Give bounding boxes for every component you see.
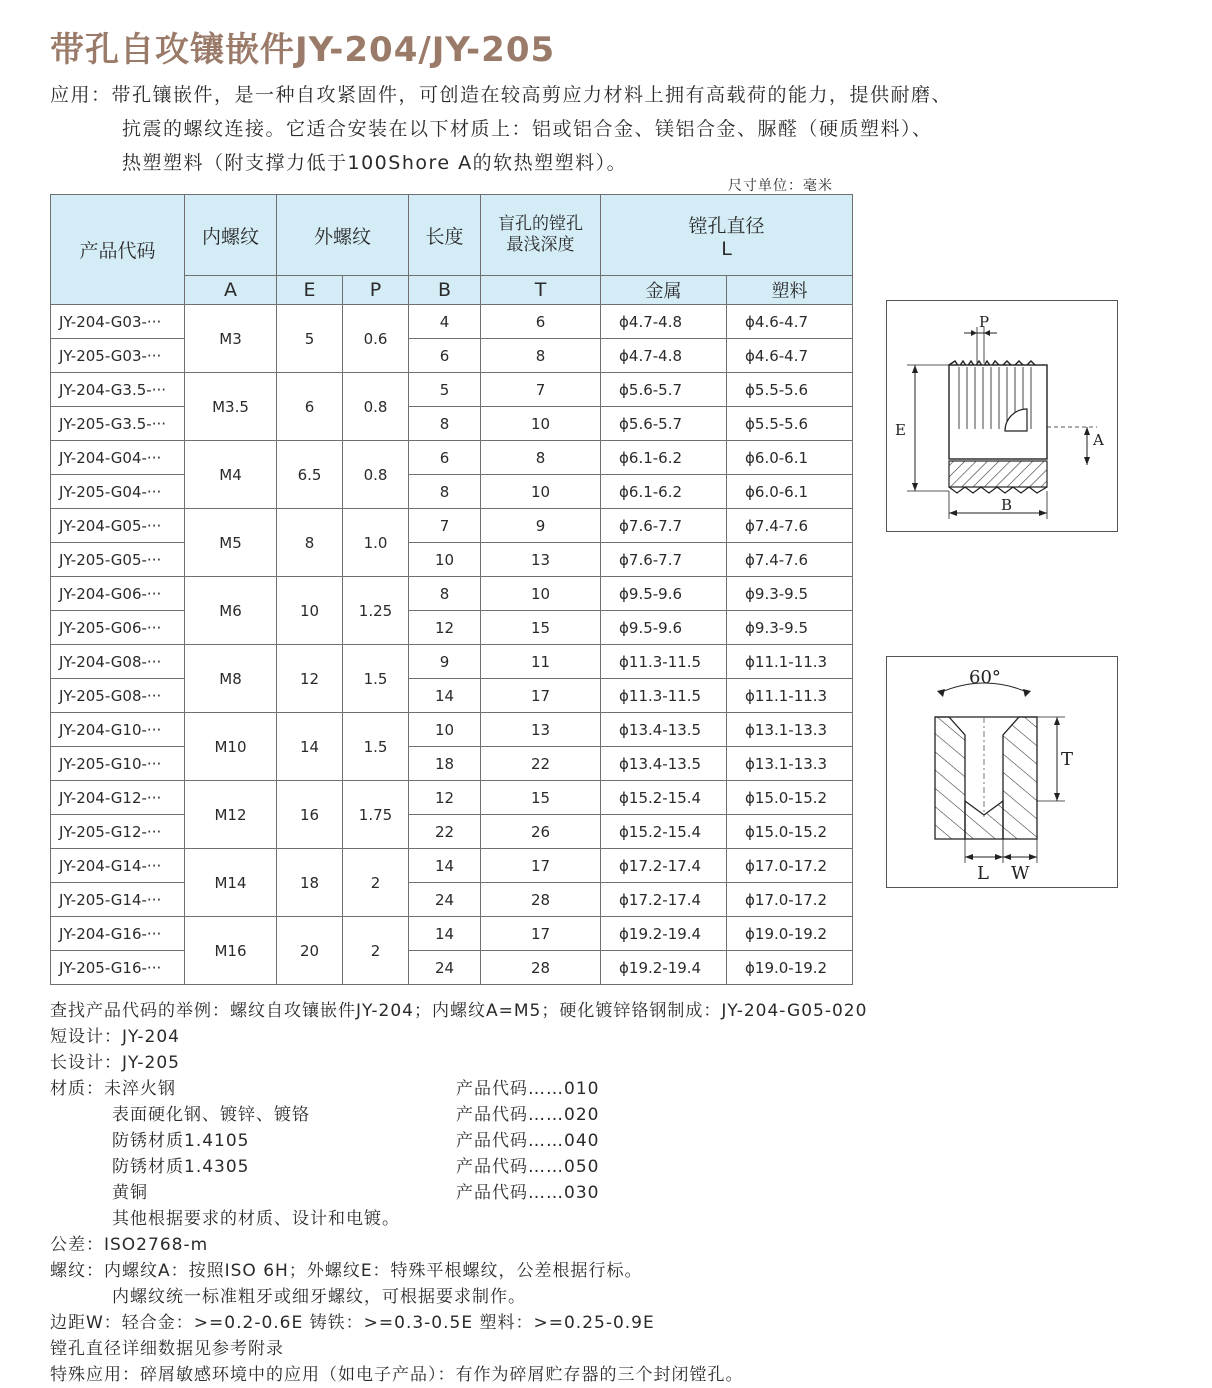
- material-row: [50, 1102, 1170, 1128]
- product-code-cell: JY-204-G14-···: [51, 849, 185, 883]
- material-name: 黄铜: [112, 1183, 148, 1203]
- depth-cell: 22: [481, 747, 601, 781]
- length-cell: 10: [409, 713, 481, 747]
- outer-thread-e-cell: 6: [277, 373, 343, 441]
- table-row: [51, 713, 853, 747]
- material-code: 产品代码……050: [456, 1157, 600, 1177]
- metal-bore-cell: ϕ11.3-11.5: [601, 645, 727, 679]
- plastic-bore-cell: ϕ15.0-15.2: [727, 781, 853, 815]
- header-blind-hole-2: 最浅深度: [506, 235, 575, 255]
- depth-cell: 10: [481, 475, 601, 509]
- note-edge: 边距W：轻合金：>=0.2-0.6E 铸铁：>=0.3-0.5E 塑料：>=0.25-0.9E: [50, 1313, 655, 1333]
- product-code-cell: JY-204-G10-···: [51, 713, 185, 747]
- product-code-cell: JY-205-G14-···: [51, 883, 185, 917]
- metal-bore-cell: ϕ4.7-4.8: [601, 339, 727, 373]
- table-row: [51, 951, 853, 985]
- note-bore-ref: 镗孔直径详细数据见参考附录: [50, 1339, 284, 1359]
- outer-thread-p-cell: 1.0: [343, 509, 409, 577]
- metal-bore-cell: ϕ19.2-19.4: [601, 917, 727, 951]
- depth-cell: 28: [481, 951, 601, 985]
- length-cell: 4: [409, 305, 481, 339]
- material-name: 防锈材质1.4305: [112, 1157, 250, 1177]
- depth-cell: 17: [481, 849, 601, 883]
- header-plastic: 塑料: [727, 276, 853, 305]
- intro-line-3: 热塑塑料（附支撑力低于100Shore A的软热塑塑料）。: [122, 152, 628, 174]
- metal-bore-cell: ϕ5.6-5.7: [601, 407, 727, 441]
- depth-cell: 10: [481, 407, 601, 441]
- material-label: 材质：: [50, 1079, 104, 1099]
- length-cell: 12: [409, 781, 481, 815]
- dim-L-label: L: [977, 863, 989, 884]
- header-A: A: [185, 276, 277, 305]
- material-row: [50, 1154, 1170, 1180]
- product-code-cell: JY-205-G05-···: [51, 543, 185, 577]
- header-blind-hole: [481, 195, 601, 276]
- table-row: [51, 849, 853, 883]
- depth-cell: 11: [481, 645, 601, 679]
- metal-bore-cell: ϕ7.6-7.7: [601, 543, 727, 577]
- outer-thread-p-cell: 2: [343, 917, 409, 985]
- outer-thread-e-cell: 5: [277, 305, 343, 373]
- dim-E-label: E: [895, 421, 906, 439]
- inner-thread-cell: M16: [185, 917, 277, 985]
- material-row: [50, 1128, 1170, 1154]
- metal-bore-cell: ϕ15.2-15.4: [601, 815, 727, 849]
- depth-cell: 15: [481, 781, 601, 815]
- outer-thread-p-cell: 0.8: [343, 441, 409, 509]
- dim-P-label: P: [979, 313, 990, 331]
- depth-cell: 8: [481, 339, 601, 373]
- notes-section: [50, 998, 1170, 1388]
- metal-bore-cell: ϕ6.1-6.2: [601, 475, 727, 509]
- note-tolerance: 公差：ISO2768-m: [50, 1235, 209, 1255]
- material-code: 产品代码……040: [456, 1131, 600, 1151]
- product-code-cell: JY-204-G06-···: [51, 577, 185, 611]
- length-cell: 8: [409, 407, 481, 441]
- product-code-cell: JY-204-G05-···: [51, 509, 185, 543]
- depth-cell: 8: [481, 441, 601, 475]
- header-blind-hole-1: 盲孔的镗孔: [498, 214, 583, 234]
- outer-thread-e-cell: 16: [277, 781, 343, 849]
- metal-bore-cell: ϕ13.4-13.5: [601, 713, 727, 747]
- inner-thread-cell: M3: [185, 305, 277, 373]
- plastic-bore-cell: ϕ5.5-5.6: [727, 407, 853, 441]
- note-thread-2-text: 内螺纹统一标准粗牙或细牙螺纹，可根据要求制作。: [112, 1287, 526, 1307]
- outer-thread-p-cell: 0.6: [343, 305, 409, 373]
- product-code-cell: JY-205-G06-···: [51, 611, 185, 645]
- insert-diagram: [886, 300, 1118, 532]
- table-row: [51, 339, 853, 373]
- plastic-bore-cell: ϕ9.3-9.5: [727, 611, 853, 645]
- product-code-cell: JY-205-G12-···: [51, 815, 185, 849]
- note-long: 长设计：JY-205: [50, 1053, 180, 1073]
- length-cell: 18: [409, 747, 481, 781]
- product-code-cell: JY-205-G03-···: [51, 339, 185, 373]
- plastic-bore-cell: ϕ5.5-5.6: [727, 373, 853, 407]
- angle-label: 60°: [969, 667, 1001, 688]
- length-cell: 10: [409, 543, 481, 577]
- product-code-cell: JY-204-G04-···: [51, 441, 185, 475]
- header-outer-thread: 外螺纹: [277, 195, 409, 276]
- table-row: [51, 679, 853, 713]
- outer-thread-p-cell: 1.5: [343, 645, 409, 713]
- header-bore-2: L: [721, 237, 732, 260]
- product-code-cell: JY-205-G10-···: [51, 747, 185, 781]
- header-P: P: [343, 276, 409, 305]
- outer-thread-e-cell: 18: [277, 849, 343, 917]
- material-code: 产品代码……020: [456, 1105, 600, 1125]
- header-T: T: [481, 276, 601, 305]
- note-special: 特殊应用：碎屑敏感环境中的应用（如电子产品）：有作为碎屑贮存器的三个封闭镗孔。: [50, 1365, 744, 1385]
- product-code-cell: JY-204-G3.5-···: [51, 373, 185, 407]
- table-row: [51, 373, 853, 407]
- outer-thread-p-cell: 1.25: [343, 577, 409, 645]
- inner-thread-cell: M6: [185, 577, 277, 645]
- header-E: E: [277, 276, 343, 305]
- product-code-cell: JY-205-G16-···: [51, 951, 185, 985]
- material-code: 产品代码……030: [456, 1183, 600, 1203]
- metal-bore-cell: ϕ13.4-13.5: [601, 747, 727, 781]
- material-name: 未淬火钢: [104, 1079, 176, 1099]
- inner-thread-cell: M10: [185, 713, 277, 781]
- depth-cell: 13: [481, 713, 601, 747]
- depth-cell: 7: [481, 373, 601, 407]
- material-row: [50, 1180, 1170, 1206]
- plastic-bore-cell: ϕ11.1-11.3: [727, 679, 853, 713]
- outer-thread-e-cell: 8: [277, 509, 343, 577]
- header-inner-thread: 内螺纹: [185, 195, 277, 276]
- depth-cell: 26: [481, 815, 601, 849]
- inner-thread-cell: M4: [185, 441, 277, 509]
- depth-cell: 17: [481, 917, 601, 951]
- header-bore-diameter: [601, 195, 853, 276]
- metal-bore-cell: ϕ17.2-17.4: [601, 849, 727, 883]
- header-metal: 金属: [601, 276, 727, 305]
- outer-thread-e-cell: 12: [277, 645, 343, 713]
- length-cell: 6: [409, 441, 481, 475]
- plastic-bore-cell: ϕ15.0-15.2: [727, 815, 853, 849]
- dim-B-label: B: [1001, 496, 1013, 514]
- plastic-bore-cell: ϕ9.3-9.5: [727, 577, 853, 611]
- inner-thread-cell: M3.5: [185, 373, 277, 441]
- header-length: 长度: [409, 195, 481, 276]
- length-cell: 6: [409, 339, 481, 373]
- spec-table-body: [51, 305, 853, 985]
- intro-line-1: 应用：带孔镶嵌件，是一种自攻紧固件，可创造在较高剪应力材料上拥有高载荷的能力，提供耐磨、: [50, 84, 953, 106]
- table-row: [51, 475, 853, 509]
- note-thread-1: 螺纹：内螺纹A：按照ISO 6H；外螺纹E：特殊平根螺纹，公差根据行标。: [50, 1261, 643, 1281]
- product-code-cell: JY-205-G04-···: [51, 475, 185, 509]
- material-row: [50, 1076, 1170, 1102]
- length-cell: 8: [409, 577, 481, 611]
- metal-bore-cell: ϕ17.2-17.4: [601, 883, 727, 917]
- metal-bore-cell: ϕ9.5-9.6: [601, 577, 727, 611]
- note-other: [50, 1206, 1170, 1232]
- header-product-code: 产品代码: [51, 195, 185, 305]
- intro-line-2: 抗震的螺纹连接。它适合安装在以下材质上：铝或铝合金、镁铝合金、脲醛（硬质塑料）、: [122, 118, 933, 140]
- plastic-bore-cell: ϕ17.0-17.2: [727, 883, 853, 917]
- material-code: 产品代码……010: [456, 1079, 600, 1099]
- plastic-bore-cell: ϕ19.0-19.2: [727, 917, 853, 951]
- outer-thread-p-cell: 1.75: [343, 781, 409, 849]
- table-row: [51, 441, 853, 475]
- unit-note: 尺寸单位：毫米: [728, 178, 833, 194]
- table-row: [51, 781, 853, 815]
- depth-cell: 28: [481, 883, 601, 917]
- plastic-bore-cell: ϕ19.0-19.2: [727, 951, 853, 985]
- plastic-bore-cell: ϕ11.1-11.3: [727, 645, 853, 679]
- inner-thread-cell: M8: [185, 645, 277, 713]
- table-row: [51, 577, 853, 611]
- outer-thread-e-cell: 14: [277, 713, 343, 781]
- table-row: [51, 611, 853, 645]
- length-cell: 8: [409, 475, 481, 509]
- insert-drawing: [887, 301, 1117, 531]
- metal-bore-cell: ϕ6.1-6.2: [601, 441, 727, 475]
- outer-thread-e-cell: 10: [277, 577, 343, 645]
- length-cell: 12: [409, 611, 481, 645]
- dim-T-label: T: [1061, 749, 1074, 770]
- depth-cell: 9: [481, 509, 601, 543]
- metal-bore-cell: ϕ11.3-11.5: [601, 679, 727, 713]
- inner-thread-cell: M14: [185, 849, 277, 917]
- table-row: [51, 305, 853, 339]
- length-cell: 24: [409, 951, 481, 985]
- metal-bore-cell: ϕ19.2-19.4: [601, 951, 727, 985]
- metal-bore-cell: ϕ7.6-7.7: [601, 509, 727, 543]
- length-cell: 14: [409, 917, 481, 951]
- plastic-bore-cell: ϕ6.0-6.1: [727, 475, 853, 509]
- note-short: 短设计：JY-204: [50, 1027, 180, 1047]
- table-row: [51, 815, 853, 849]
- product-code-cell: JY-204-G03-···: [51, 305, 185, 339]
- material-name: 防锈材质1.4105: [112, 1131, 250, 1151]
- metal-bore-cell: ϕ15.2-15.4: [601, 781, 727, 815]
- depth-cell: 13: [481, 543, 601, 577]
- table-row: [51, 883, 853, 917]
- product-code-cell: JY-205-G3.5-···: [51, 407, 185, 441]
- plastic-bore-cell: ϕ13.1-13.3: [727, 747, 853, 781]
- metal-bore-cell: ϕ5.6-5.7: [601, 373, 727, 407]
- blind-hole-drawing: [887, 657, 1117, 887]
- note-example: 查找产品代码的举例：螺纹自攻镶嵌件JY-204；内螺纹A=M5；硬化镀锌铬钢制成：JY-204-G05-020: [50, 1001, 868, 1021]
- length-cell: 14: [409, 679, 481, 713]
- plastic-bore-cell: ϕ13.1-13.3: [727, 713, 853, 747]
- depth-cell: 15: [481, 611, 601, 645]
- outer-thread-p-cell: 1.5: [343, 713, 409, 781]
- outer-thread-p-cell: 2: [343, 849, 409, 917]
- plastic-bore-cell: ϕ17.0-17.2: [727, 849, 853, 883]
- plastic-bore-cell: ϕ7.4-7.6: [727, 509, 853, 543]
- product-code-cell: JY-205-G08-···: [51, 679, 185, 713]
- table-row: [51, 543, 853, 577]
- product-code-cell: JY-204-G16-···: [51, 917, 185, 951]
- metal-bore-cell: ϕ4.7-4.8: [601, 305, 727, 339]
- metal-bore-cell: ϕ9.5-9.6: [601, 611, 727, 645]
- table-row: [51, 917, 853, 951]
- outer-thread-e-cell: 6.5: [277, 441, 343, 509]
- intro-text: [50, 78, 1170, 180]
- note-other-text: 其他根据要求的材质、设计和电镀。: [112, 1209, 400, 1229]
- header-bore-1: 镗孔直径: [688, 214, 765, 237]
- length-cell: 5: [409, 373, 481, 407]
- outer-thread-p-cell: 0.8: [343, 373, 409, 441]
- spec-table: [50, 194, 853, 985]
- header-B: B: [409, 276, 481, 305]
- note-thread-2: [50, 1284, 1170, 1310]
- length-cell: 7: [409, 509, 481, 543]
- material-name: 表面硬化钢、镀锌、镀铬: [112, 1105, 310, 1125]
- inner-thread-cell: M5: [185, 509, 277, 577]
- product-code-cell: JY-204-G08-···: [51, 645, 185, 679]
- depth-cell: 6: [481, 305, 601, 339]
- length-cell: 24: [409, 883, 481, 917]
- inner-thread-cell: M12: [185, 781, 277, 849]
- depth-cell: 10: [481, 577, 601, 611]
- dim-A-label: A: [1093, 431, 1104, 449]
- outer-thread-e-cell: 20: [277, 917, 343, 985]
- product-code-cell: JY-204-G12-···: [51, 781, 185, 815]
- plastic-bore-cell: ϕ4.6-4.7: [727, 339, 853, 373]
- table-row: [51, 747, 853, 781]
- length-cell: 9: [409, 645, 481, 679]
- blind-hole-diagram: [886, 656, 1118, 888]
- plastic-bore-cell: ϕ4.6-4.7: [727, 305, 853, 339]
- table-row: [51, 509, 853, 543]
- length-cell: 22: [409, 815, 481, 849]
- table-row: [51, 645, 853, 679]
- page-title: 带孔自攻镶嵌件JY-204/JY-205: [50, 30, 556, 70]
- length-cell: 14: [409, 849, 481, 883]
- depth-cell: 17: [481, 679, 601, 713]
- dim-W-label: W: [1011, 863, 1030, 884]
- plastic-bore-cell: ϕ7.4-7.6: [727, 543, 853, 577]
- plastic-bore-cell: ϕ6.0-6.1: [727, 441, 853, 475]
- table-row: [51, 407, 853, 441]
